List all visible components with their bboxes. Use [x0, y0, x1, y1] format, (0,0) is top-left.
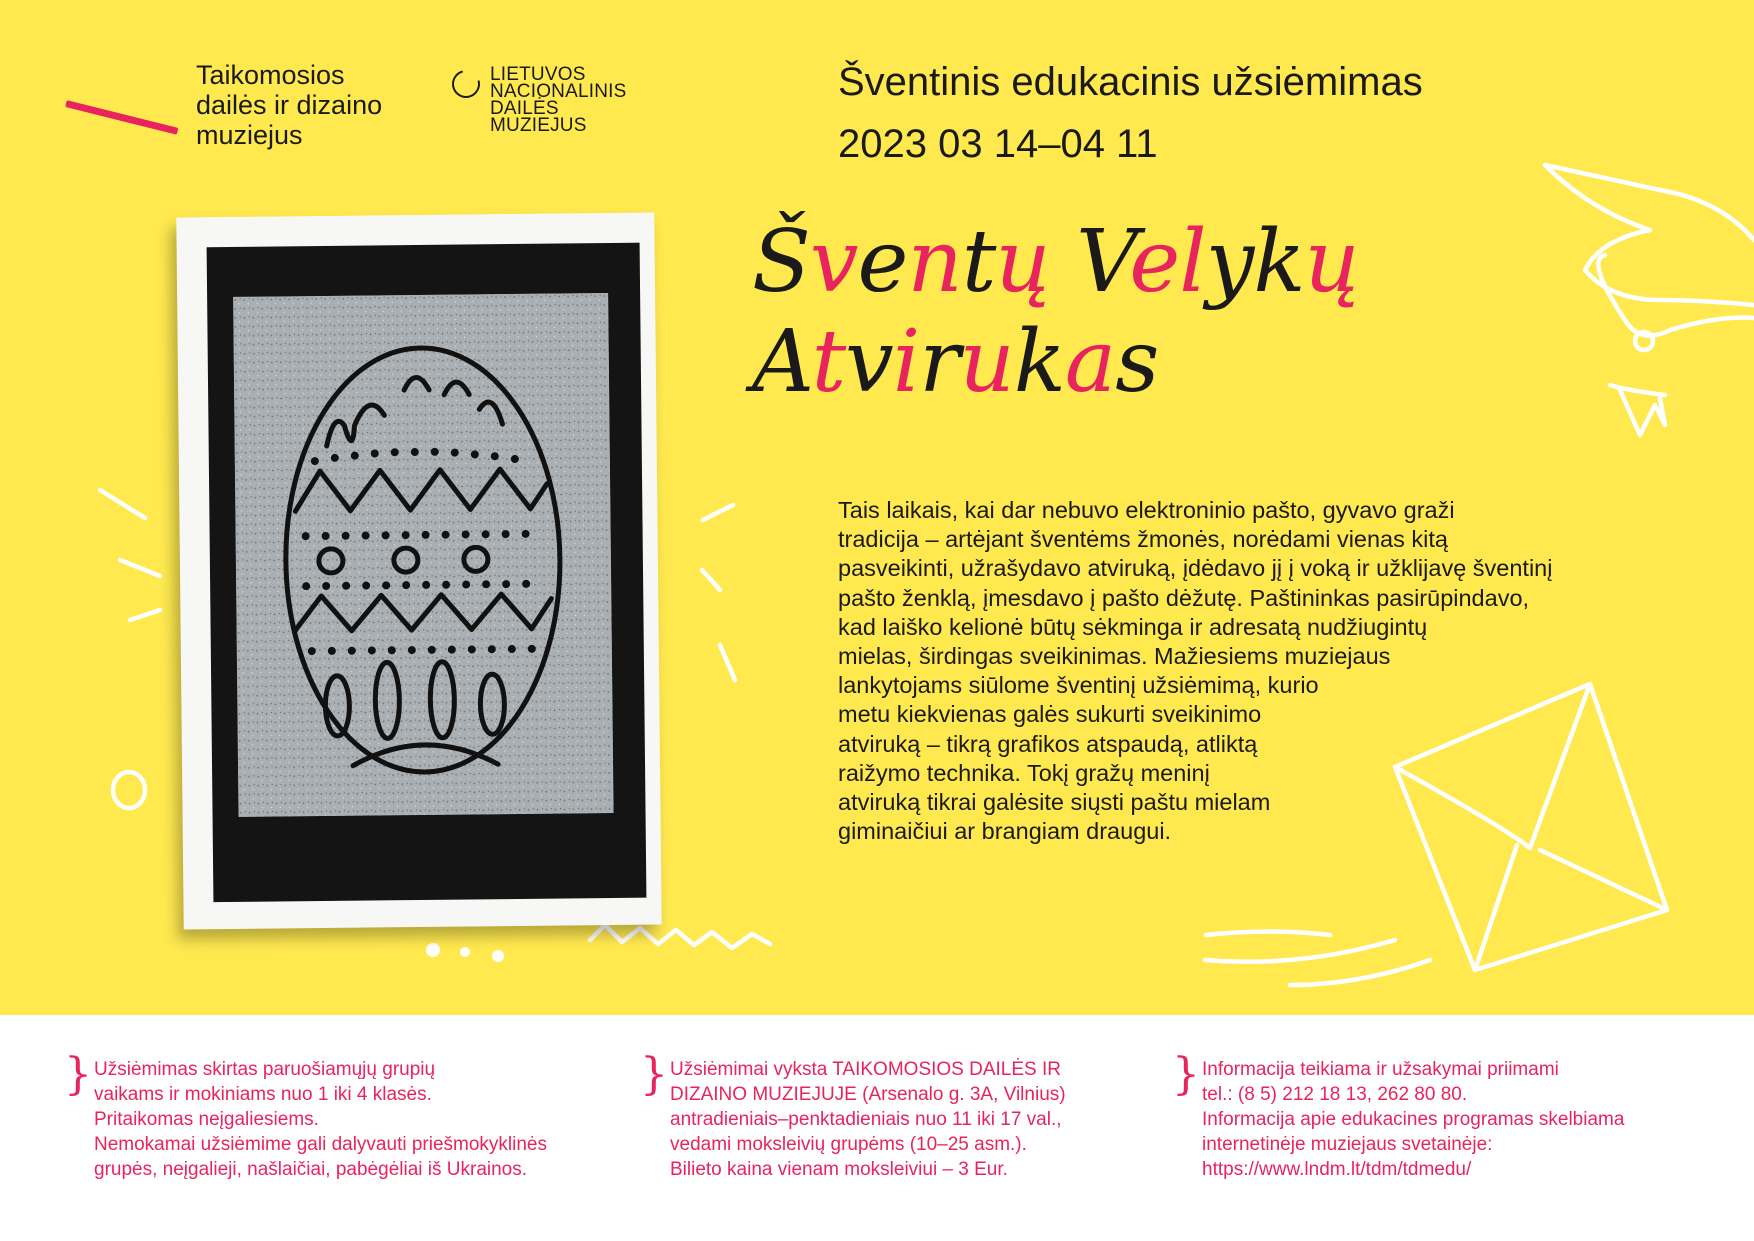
title-letter: i: [892, 312, 920, 412]
info-line: grupės, neįgalieji, našlaičiai, pabėgėliai iš Ukrainos.: [94, 1159, 528, 1180]
museum-name-line: Taikomosios: [196, 60, 345, 90]
info-column-venue: [640, 1049, 1066, 1182]
description-line: kad laiško kelionė būtų sėkminga ir adresatą nudžiugintų: [838, 613, 1428, 640]
info-line: vedami moksleivių grupėms (10–25 asm.).: [670, 1134, 1027, 1155]
description-line: metu kiekvienas galės sukurti sveikinimo: [838, 701, 1262, 728]
description-line: pašto ženklą, įmesdavo į pašto dėžutę. Paštininkas pasirūpindavo,: [838, 584, 1530, 611]
description-line: raižymo technika. Tokį gražų meninį: [838, 759, 1210, 786]
description-line: tradicija – artėjant šventėms žmonės, norėdami vienas kitą: [838, 526, 1448, 553]
description-line: pasveikinti, užrašydavo atviruką, įdėdavo jį į voką ir užklijavę šventinį: [838, 555, 1553, 582]
title-letter: u: [959, 312, 1014, 412]
title-letter: a: [1064, 312, 1116, 412]
museum-logo[interactable]: [196, 60, 426, 150]
info-line: vaikams ir mokiniams nuo 1 iki 4 klasės.: [94, 1084, 432, 1105]
ring-icon: [447, 65, 485, 103]
info-line: DIZAINO MUZIEJUJE (Arsenalo g. 3A, Vilnius): [670, 1084, 1066, 1105]
title-letter: A: [752, 312, 812, 412]
title-letter: ų: [1304, 212, 1359, 312]
title-letter: ų: [995, 212, 1050, 312]
bird-doodle: [1545, 165, 1754, 435]
card-black-panel: [207, 243, 647, 902]
title-letter: r: [919, 312, 960, 412]
museum-name-line: dailės ir dizaino: [196, 90, 383, 120]
title-letter: k: [1253, 212, 1305, 312]
zigzag-line: [590, 925, 770, 948]
title-letter: [1050, 212, 1076, 312]
description: [838, 496, 1678, 846]
brace-icon: }: [64, 1049, 92, 1100]
title-letter: v: [845, 312, 893, 412]
page-title: [752, 212, 1359, 412]
national-museum-line: DAILĖS: [490, 98, 559, 119]
website-link[interactable]: https://www.lndm.lt/tdm/tdmedu/: [1202, 1159, 1472, 1180]
national-museum-text: [490, 66, 627, 134]
title-letter: e: [857, 212, 908, 312]
national-museum-line: NACIONALINIS: [490, 81, 627, 102]
title-letter: e: [1129, 212, 1180, 312]
museum-name-line: muziejus: [196, 120, 303, 150]
info-line: Nemokamai užsiėmime gali dalyvauti priešmokyklinės: [94, 1134, 547, 1155]
info-line: Informacija teikiama ir užsakymai priimami: [1202, 1059, 1559, 1080]
info-line: antradieniais–penktadieniais nuo 11 iki 17 val.,: [670, 1109, 1062, 1130]
event-dates: 2023 03 14–04 11: [838, 122, 1158, 166]
national-museum-line: MUZIEJUS: [490, 115, 587, 136]
info-band: [0, 1015, 1754, 1241]
dots: [426, 943, 504, 962]
description-line: lankytojams siūlome šventinį užsiėmimą, kurio: [838, 672, 1319, 699]
circle-doodle: [113, 772, 145, 808]
description-line: atviruką – tikrą grafikos atspaudą, atliktą: [838, 730, 1258, 757]
title-letter: V: [1076, 212, 1130, 312]
info-line: internetinėje muziejaus svetainėje:: [1202, 1134, 1493, 1155]
event-type: Šventinis edukacinis užsiėmimas: [838, 60, 1423, 104]
info-column-audience: [64, 1049, 547, 1182]
easter-card-image: [176, 213, 661, 930]
easter-egg-icon: [233, 293, 613, 817]
brace-icon: }: [1172, 1049, 1200, 1100]
info-line: Informacija apie edukacines programas skelbiama: [1202, 1109, 1625, 1130]
title-letter: l: [1179, 212, 1206, 312]
title-line-1: [752, 212, 1359, 312]
info-line: Užsiėmimas skirtas paruošiamųjų grupių: [94, 1059, 436, 1080]
title-letter: k: [1013, 312, 1065, 412]
info-line: Pritaikomas neįgaliesiems.: [94, 1109, 319, 1130]
title-letter: Š: [752, 212, 810, 312]
brace-icon: }: [640, 1049, 668, 1100]
national-museum-line: LIETUVOS: [490, 64, 586, 85]
title-letter: y: [1205, 212, 1254, 312]
description-line: Tais laikais, kai dar nebuvo elektroninio pašto, gyvavo graži: [838, 497, 1455, 523]
phone-numbers[interactable]: tel.: (8 5) 212 18 13, 262 80 80.: [1202, 1084, 1468, 1105]
description-line: mielas, širdingas sveikinimas. Mažiesiems muziejaus: [838, 643, 1391, 670]
title-letter: s: [1115, 312, 1159, 412]
description-line: giminaičiui ar brangiam draugui.: [838, 818, 1172, 845]
title-line-2: [752, 312, 1359, 412]
title-letter: n: [907, 212, 962, 312]
national-museum-logo[interactable]: [452, 66, 627, 134]
info-line: Užsiėmimai vyksta TAIKOMOSIOS DAILĖS IR: [670, 1059, 1061, 1080]
title-letter: v: [809, 212, 858, 312]
info-column-contacts: [1172, 1049, 1625, 1182]
info-line: Bilieto kaina vienam moksleiviui – 3 Eur.: [670, 1159, 1008, 1180]
title-letter: t: [811, 312, 846, 412]
description-line: atviruką tikrai galėsite siųsti paštu mielam: [838, 789, 1271, 816]
card-print: [233, 293, 613, 817]
title-letter: t: [961, 212, 996, 312]
